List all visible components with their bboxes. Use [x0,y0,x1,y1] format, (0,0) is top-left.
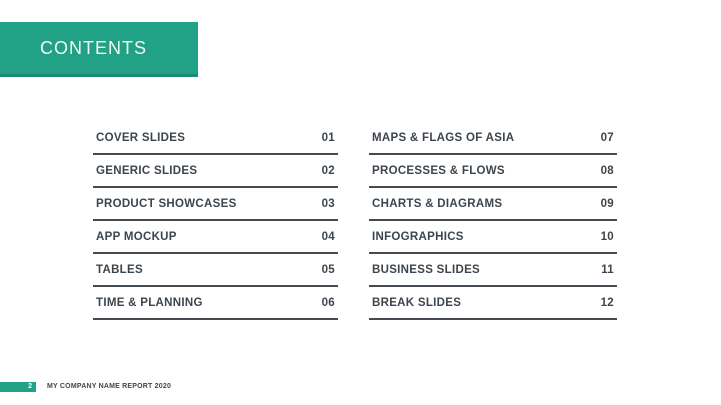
toc-entry-page-number: 10 [600,231,614,243]
toc-entry-maps-flags-asia[interactable] [369,132,617,155]
footer-company-text: MY COMPANY NAME REPORT 2020 [47,383,172,390]
toc-entry-page-number: 11 [601,264,614,276]
toc-entry-processes-flows[interactable] [369,165,617,188]
toc-column-left [93,132,338,330]
toc-entry-label: APP MOCKUP [96,231,177,243]
toc-entry-page-number: 06 [321,297,335,309]
toc-entry-label: CHARTS & DIAGRAMS [372,198,503,210]
toc-entry-label: COVER SLIDES [96,132,186,144]
toc-entry-label: GENERIC SLIDES [96,165,198,177]
toc-entry-page-number: 03 [321,198,335,210]
toc-entry-charts-diagrams[interactable] [369,198,617,221]
toc-entry-cover-slides[interactable] [93,132,338,155]
toc-entry-label: BREAK SLIDES [372,297,462,309]
toc-entry-label: TIME & PLANNING [96,297,203,309]
toc-entry-business-slides[interactable] [369,264,617,287]
table-of-contents [93,132,617,330]
toc-entry-page-number: 07 [600,132,614,144]
toc-entry-label: MAPS & FLAGS OF ASIA [372,132,515,144]
toc-entry-generic-slides[interactable] [93,165,338,188]
toc-entry-label: PRODUCT SHOWCASES [96,198,237,210]
toc-entry-page-number: 02 [321,165,335,177]
page-number: 2 [28,383,32,390]
toc-entry-page-number: 09 [600,198,614,210]
toc-entry-page-number: 04 [321,231,335,243]
page-number-badge [0,382,36,392]
toc-entry-label: PROCESSES & FLOWS [372,165,505,177]
toc-entry-time-planning[interactable] [93,297,338,320]
toc-entry-product-showcases[interactable] [93,198,338,221]
toc-entry-tables[interactable] [93,264,338,287]
toc-entry-page-number: 05 [321,264,335,276]
toc-entry-page-number: 08 [600,165,614,177]
page-title: CONTENTS [40,37,147,58]
toc-entry-page-number: 01 [321,132,335,144]
contents-title-box [0,22,198,77]
toc-entry-infographics[interactable] [369,231,617,254]
toc-entry-page-number: 12 [600,297,614,309]
toc-entry-label: TABLES [96,264,143,276]
toc-entry-app-mockup[interactable] [93,231,338,254]
toc-entry-break-slides[interactable] [369,297,617,320]
toc-entry-label: INFOGRAPHICS [372,231,464,243]
toc-column-right [369,132,617,330]
toc-entry-label: BUSINESS SLIDES [372,264,481,276]
